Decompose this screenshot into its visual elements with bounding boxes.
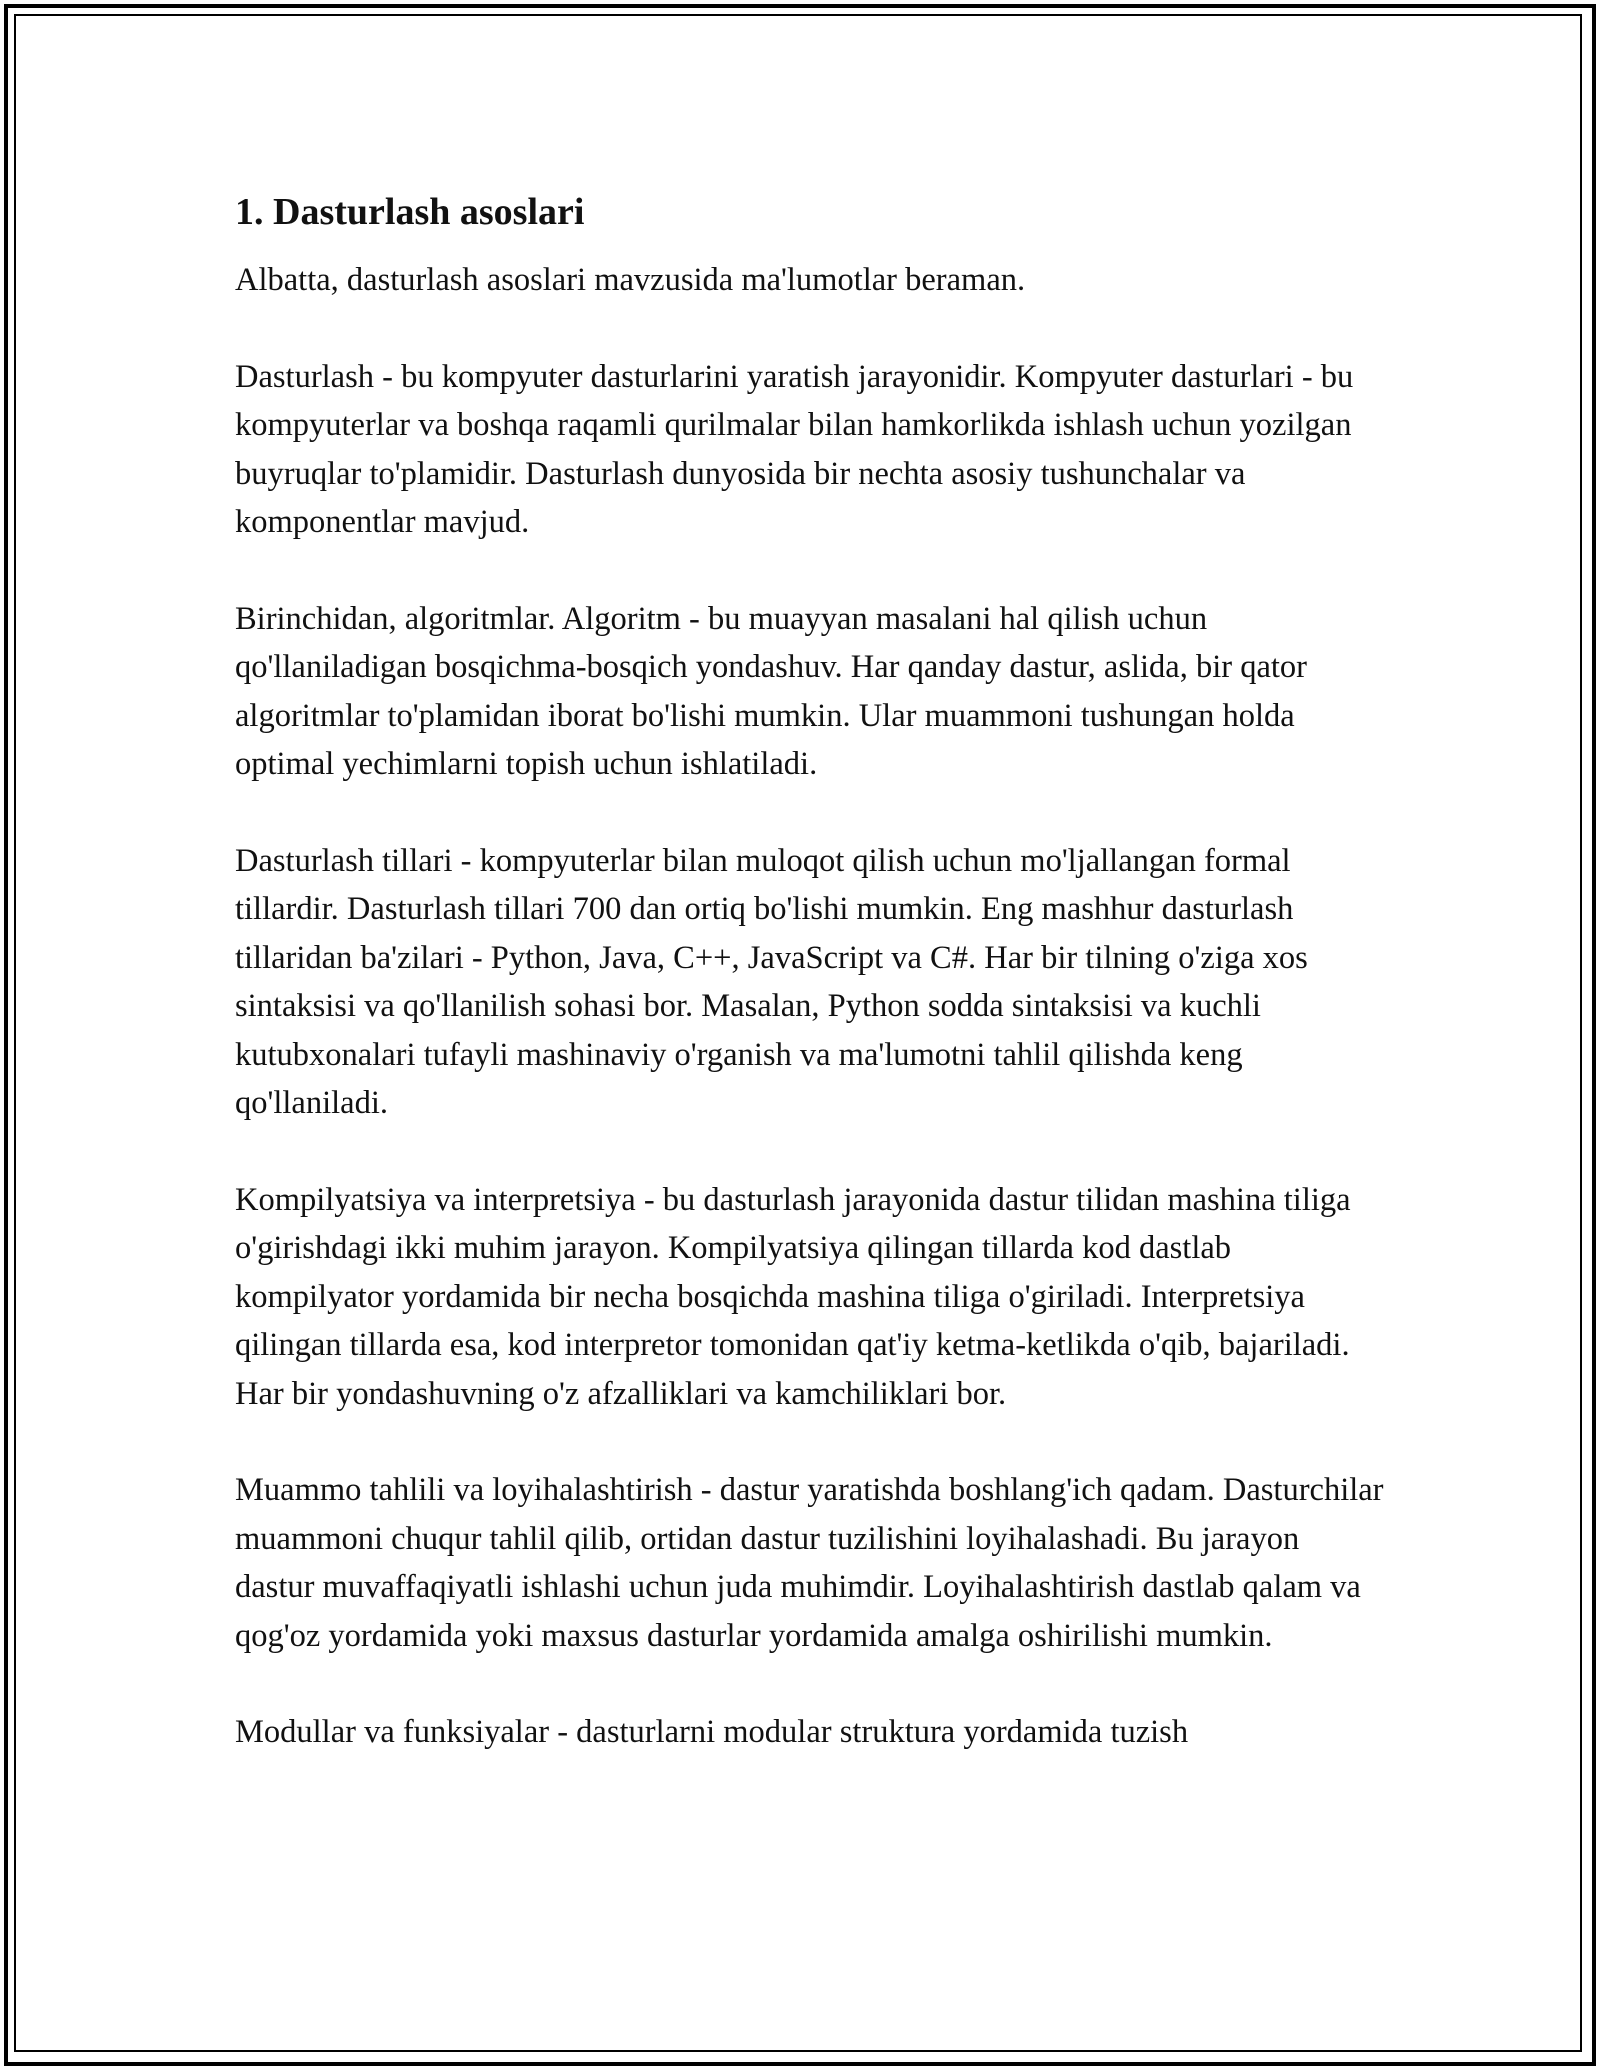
section-heading: 1. Dasturlash asoslari [235, 191, 585, 233]
paragraph-analysis-design: Muammo tahlili va loyihalashtirish - dastur yaratishda boshlang'ich qadam. Dasturchilar muammoni chuqur tahlil qilib, ortidan dastur tuzilishini loyihalashadi. Bu jarayon dastur muvaffaqiyatli ishlashi uchun juda muhimdir. Loyihalashtirish dastlab qalam va qog'oz yordamida yoki maxsus dasturlar yordamida amalga oshirilishi mumkin. [235, 1472, 1384, 1654]
paragraph-languages: Dasturlash tillari - kompyuterlar bilan muloqot qilish uchun mo'ljallangan formal tillardir. Dasturlash tillari 700 dan ortiq bo'lishi mumkin. Eng mashhur dasturlash tillaridan ba'zilari - Python, Java, C++, JavaScript va C#. Har bir tilning o'ziga xos sintaksisi va qo'llanilish sohasi bor. Masalan, Python sodda sintaksisi va kuchli kutubxonalari tufayli mashinaviy o'rganish va ma'lumotni tahlil qilishda keng qo'llaniladi. [235, 842, 1308, 1121]
paragraph-algorithms: Birinchidan, algoritmlar. Algoritm - bu muayyan masalani hal qilish uchun qo'llaniladigan bosqichma-bosqich yondashuv. Har qanday dastur, aslida, bir qator algoritmlar to'plamidan iborat bo'lishi mumkin. Ular muammoni tushungan holda optimal yechimlarni topish uchun ishlatiladi. [235, 600, 1307, 782]
paragraph-programming-definition: Dasturlash - bu kompyuter dasturlarini yaratish jarayonidir. Kompyuter dasturlari - bu kompyuterlar va boshqa raqamli qurilmalar bilan hamkorlikda ishlash uchun yozilgan buyruqlar to'plamidir. Dasturlash dunyosida bir nechta asosiy tushunchalar va komponentlar mavjud. [235, 358, 1354, 540]
paragraph-compilation: Kompilyatsiya va interpretsiya - bu dasturlash jarayonida dastur tilidan mashina tiliga o'girishdagi ikki muhim jarayon. Kompilyatsiya qilingan tillarda kod dastlab kompilyator yordamida bir necha bosqichda mashina tiliga o'giriladi. Interpretsiya qilingan tillarda esa, kod interpretor tomonidan qat'iy ketma-ketlikda o'qib, bajariladi. Har bir yondashuvning o'z afzalliklari va kamchiliklari bor. [235, 1181, 1351, 1412]
paragraph-intro: Albatta, dasturlash asoslari mavzusida ma'lumotlar beraman. [235, 262, 1026, 298]
paragraph-modules: Modullar va funksiyalar - dasturlarni modular struktura yordamida tuzish [235, 1714, 1189, 1750]
document-body [235, 186, 1385, 1805]
